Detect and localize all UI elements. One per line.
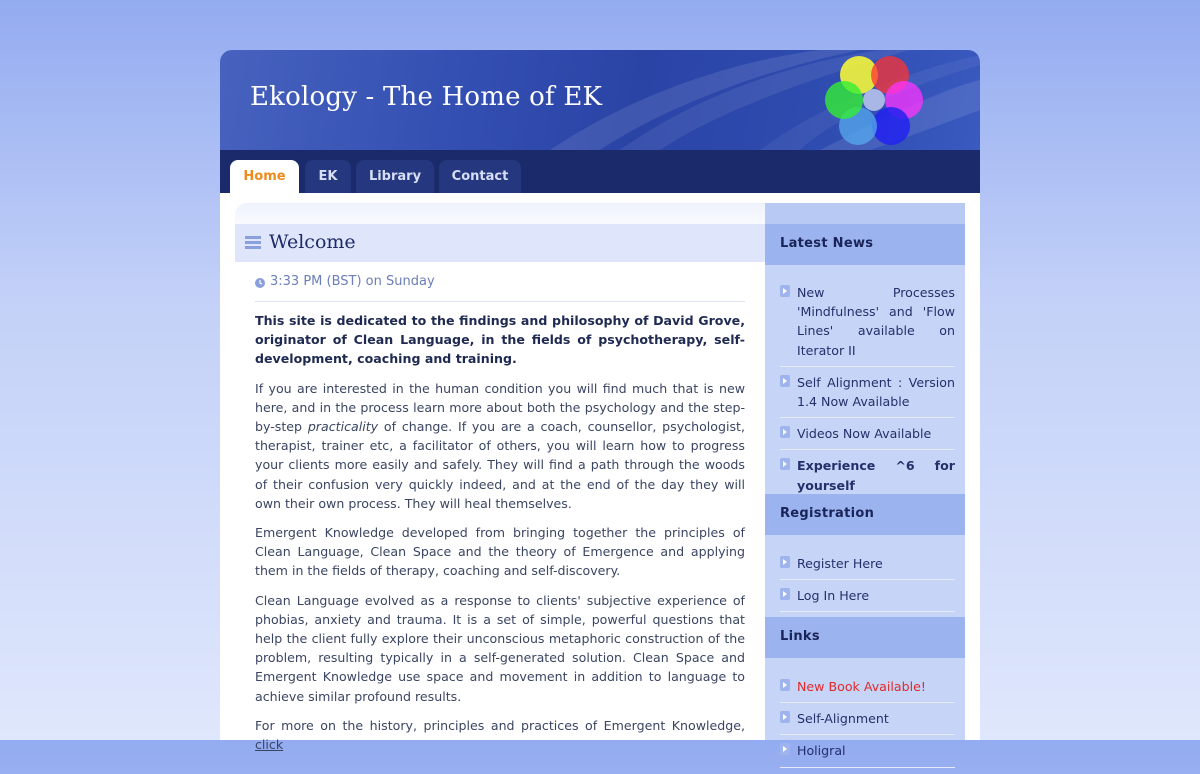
tab-contact[interactable]: Contact [439, 160, 521, 193]
self-alignment-label: Self-Alignment [797, 711, 889, 727]
tab-ek[interactable]: EK [305, 160, 351, 193]
tab-home[interactable]: Home [230, 160, 299, 193]
news-item[interactable] [780, 373, 955, 418]
news-item-label: Self Alignment : Version 1.4 Now Available [797, 374, 955, 410]
arrow-bullet-icon [780, 588, 790, 600]
sidebar [765, 203, 965, 759]
arrow-bullet-icon [780, 285, 790, 297]
links-header [765, 617, 965, 658]
arrow-bullet-icon [780, 556, 790, 568]
paragraph-text: If you are interested in the human condition you will find much that is new here, and in the process learn more about both the psychology and the step-by-step [255, 380, 745, 435]
login-label: Log In Here [797, 588, 870, 604]
news-item[interactable] [780, 424, 955, 450]
intro-paragraph: This site is dedicated to the findings and philosophy of David Grove, originator of Clean Language, in the fields of psychotherapy, self-development, coaching and training. [255, 313, 745, 367]
site-title: Ekology - The Home of EK [250, 82, 603, 112]
new-book-label: New Book Available! [797, 679, 926, 694]
latest-news-title: Latest News [780, 236, 874, 251]
welcome-heading-bar [235, 224, 765, 262]
holigral-label: Holigral [797, 743, 846, 759]
clock-icon [255, 278, 265, 288]
self-alignment-link[interactable] [780, 709, 955, 735]
paragraph [255, 379, 745, 513]
latest-news-header [765, 224, 965, 265]
page-body [220, 193, 980, 759]
article-body [255, 311, 745, 764]
arrow-bullet-icon [780, 743, 790, 755]
paragraph-text: of change. If you are a coach, counsellor, psychologist, therapist, trainer etc, a facilitator of others, you will learn how to progress your clients more easily and safely. They will find a path through the woods of their confusion very quickly indeed, and at the end of the day they will own their own process. They will heal themselves. [255, 419, 746, 511]
paragraph [255, 716, 745, 754]
arrow-bullet-icon [780, 426, 790, 438]
news-item-label: Videos Now Available [797, 426, 932, 442]
click-here-link[interactable]: click [255, 737, 284, 753]
new-book-link[interactable] [780, 677, 955, 703]
main-navigation [220, 150, 980, 193]
date-row [255, 274, 745, 302]
sidebar-top-strip [765, 203, 965, 224]
emphasis-text: practicality [307, 419, 379, 435]
paragraph: Clean Language evolved as a response to clients' subjective experience of phobias, anxiety and trauma. It is a set of simple, powerful questions that help the client fully explore their unconscious metaphoric construction of the problem, resulting typically in a self-generated solution. Clean Space and Emergent Knowledge use space and movement in addition to language to achieve similar profound results. [255, 592, 745, 704]
holigral-link[interactable] [780, 741, 955, 767]
latest-news-list [780, 283, 955, 508]
news-item-label: Experience ^6 for yourself [797, 458, 955, 493]
registration-header [765, 494, 965, 535]
news-item-label: New Processes 'Mindfulness' and 'Flow Lines' available on Iterator II [797, 285, 955, 358]
links-title: Links [780, 629, 820, 644]
page-title: Welcome [269, 231, 356, 253]
registration-list [780, 554, 955, 618]
arrow-bullet-icon [780, 711, 790, 723]
links-list [780, 677, 955, 774]
paragraph: Emergent Knowledge developed from bringing together the principles of Clean Language, Clean Space and the theory of Emergence and applying them in the fields of therapy, coaching and self-discovery. [255, 525, 745, 579]
tab-library[interactable]: Library [356, 160, 434, 193]
registration-title: Registration [780, 506, 875, 521]
site-header [220, 50, 980, 150]
arrow-bullet-icon [780, 679, 790, 691]
arrow-bullet-icon [780, 458, 790, 470]
date-text: 3:33 PM (BST) on Sunday [270, 274, 435, 289]
page-wrapper [220, 50, 980, 759]
paragraph-text: For more on the history, principles and practices of Emergent Knowledge, [255, 717, 745, 733]
register-link[interactable] [780, 554, 955, 580]
main-content [235, 203, 765, 753]
flower-logo-icon [820, 52, 930, 148]
register-label: Register Here [797, 556, 883, 571]
news-item[interactable] [780, 283, 955, 367]
login-link[interactable] [780, 586, 955, 612]
arrow-bullet-icon [780, 375, 790, 387]
menu-lines-icon [245, 236, 261, 250]
